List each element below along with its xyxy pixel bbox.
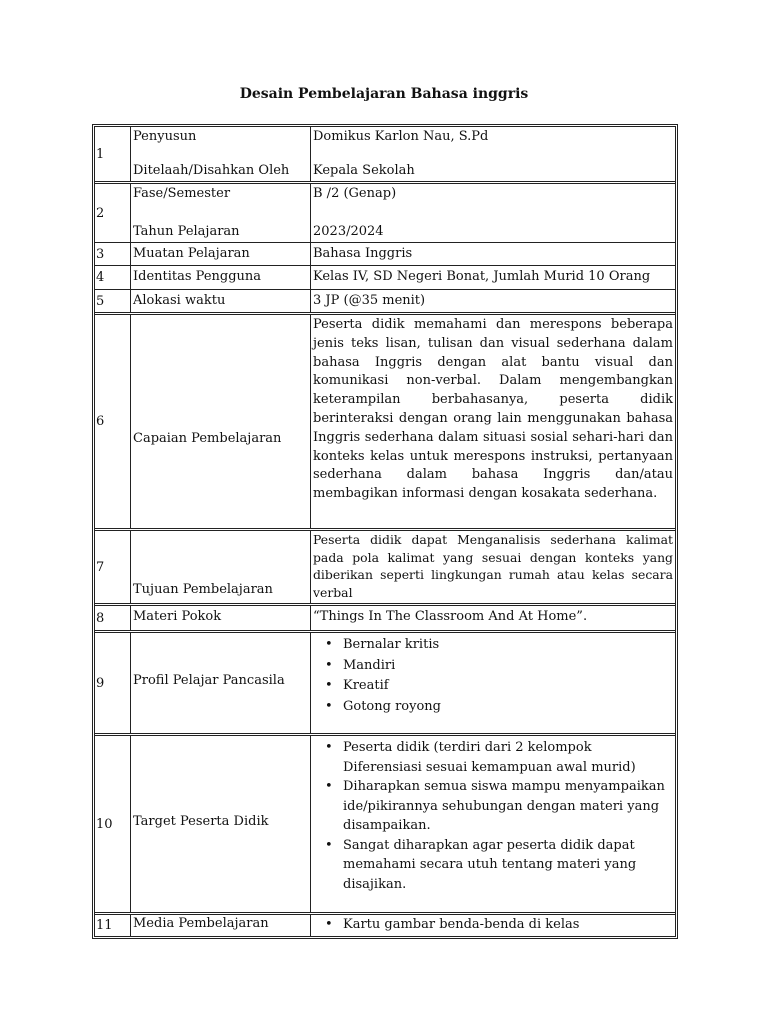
row-number: 6 (95, 315, 131, 528)
row-label: Materi Pokok (131, 606, 311, 630)
label-fase: Fase/Semester (133, 186, 231, 201)
table-row (95, 606, 675, 633)
table-row (95, 243, 675, 266)
label-tahun: Tahun Pelajaran (133, 224, 240, 239)
row-number: 1 (95, 127, 131, 181)
table-row (95, 633, 675, 736)
value-tahun: 2023/2024 (313, 224, 384, 239)
row-number: 7 (95, 531, 131, 603)
list-item: • Kartu gambar benda-benda di kelas (313, 917, 673, 932)
list-item: • Peserta didik (terdiri dari 2 kelompok Diferensiasi sesuai kemampuan awal murid) (313, 738, 671, 777)
row-label: Identitas Pengguna (131, 266, 311, 289)
row-value: Peserta didik dapat Menganalisis sederhana kalimat pada pola kalimat yang sesuai dengan konteks yang diberikan seperti lingkungan rumah atau kelas secara verbal (313, 532, 673, 600)
row-number: 2 (95, 184, 131, 242)
list-item: • Diharapkan semua siswa mampu menyampaikan ide/pikirannya sehubungan dengan materi yang disampaikan. (313, 777, 671, 836)
label-tujuan: Tujuan Pembelajaran (133, 582, 273, 597)
table-row (95, 736, 675, 915)
row-value (311, 736, 675, 912)
row-number: 9 (95, 633, 131, 733)
row-value (311, 633, 675, 733)
row-value (311, 127, 675, 181)
row-label (131, 184, 311, 242)
table-row (95, 184, 675, 243)
label-target: Target Peserta Didik (133, 814, 269, 829)
value-penyusun: Domikus Karlon Nau, S.Pd (313, 129, 489, 144)
list-item: • Kreatif (313, 676, 673, 697)
row-label (131, 315, 311, 528)
row-number: 10 (95, 736, 131, 912)
table-row (95, 266, 675, 290)
row-value: Bahasa Inggris (313, 246, 413, 261)
table-row (95, 127, 675, 184)
label-capaian: Capaian Pembelajaran (133, 431, 282, 446)
row-number: 5 (95, 290, 131, 312)
row-value: “Things In The Classroom And At Home”. (313, 609, 588, 624)
row-value: Kelas IV, SD Negeri Bonat, Jumlah Murid 10 Orang (313, 269, 651, 284)
row-label (131, 127, 311, 181)
row-label (131, 633, 311, 733)
label-profil: Profil Pelajar Pancasila (133, 673, 285, 688)
list-item: • Sangat diharapkan agar peserta didik dapat memahami secara utuh tentang materi yang disajikan. (313, 836, 671, 895)
row-label (131, 531, 311, 603)
row-label: Media Pembelajaran (131, 915, 311, 936)
value-ditelaah: Kepala Sekolah (313, 163, 415, 178)
row-value: Peserta didik memahami dan merespons beberapa jenis teks lisan, tulisan dan visual sederhana dalam bahasa Inggris dengan alat bantu visual dan komunikasi non-verbal. Dalam mengembangkan keterampilan berbahasanya, peserta didik berinteraksi dengan orang lain menggunakan bahasa Inggris sederhana dalam situasi sosial sehari-hari dan konteks kelas untuk merespons instruksi, pertanyaan sederhana dalam bahasa Inggris dan/atau membagikan informasi dengan kosakata sederhana. (313, 317, 673, 502)
table-row (95, 315, 675, 531)
table-row (95, 531, 675, 606)
row-value (311, 184, 675, 242)
list-item: • Bernalar kritis (313, 635, 673, 656)
row-number: 11 (95, 915, 131, 936)
table-row (95, 915, 675, 936)
row-label: Alokasi waktu (131, 290, 311, 312)
table-row (95, 290, 675, 315)
document-title: Desain Pembelajaran Bahasa inggris (239, 86, 529, 102)
row-value (311, 915, 675, 936)
row-label (131, 736, 311, 912)
label-ditelaah: Ditelaah/Disahkan Oleh (133, 163, 290, 178)
row-value: 3 JP (@35 menit) (313, 293, 426, 308)
list-item: • Gotong royong (313, 697, 673, 718)
row-label: Muatan Pelajaran (131, 243, 311, 265)
list-item: • Mandiri (313, 656, 673, 677)
label-penyusun: Penyusun (133, 129, 197, 144)
row-number: 4 (95, 266, 131, 289)
row-number: 3 (95, 243, 131, 265)
row-number: 8 (95, 606, 131, 630)
lesson-design-table (92, 124, 678, 939)
value-fase: B /2 (Genap) (313, 186, 397, 201)
